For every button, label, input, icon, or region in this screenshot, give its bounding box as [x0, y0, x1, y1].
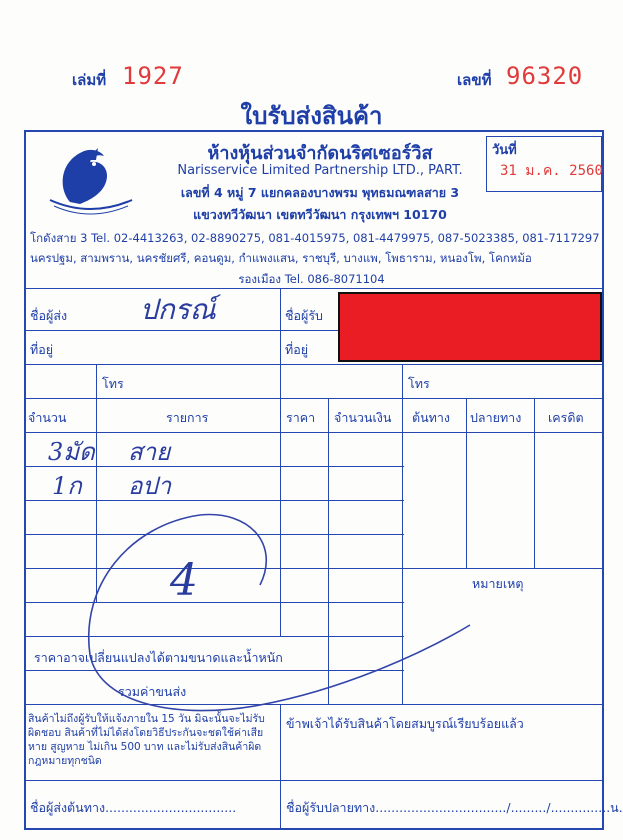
- row-1-item: สาย: [128, 438, 171, 466]
- divider: [24, 780, 604, 781]
- company-address-line1: เลขที่ 4 หมู่ 7 แยกคลองบางพรม พุทธมณฑลสาย 3: [180, 185, 460, 200]
- branch-line3: รองเมือง Tel. 086-8071104: [238, 272, 385, 286]
- company-name-en: Narisservice Limited Partnership LTD., PART.: [177, 163, 463, 178]
- divider: [24, 364, 604, 365]
- handwritten-mark: 4: [170, 555, 198, 606]
- receiver-phone-label: โทร: [408, 376, 430, 391]
- receiver-name-label: ชื่อผู้รับ: [285, 308, 323, 323]
- col-header-amount: จำนวนเงิน: [334, 410, 392, 425]
- divider: [24, 432, 604, 433]
- book-label: เล่มที่: [72, 71, 107, 89]
- price-note: ราคาอาจเปลี่ยนแปลงได้ตามขนาดและน้ำหนัก: [34, 650, 283, 665]
- sender-phone-label: โทร: [102, 376, 124, 391]
- doc-number-label: เลขที่: [457, 71, 492, 89]
- branch-line1: โกดังสาย 3 Tel. 02-4413263, 02-8890275, 081-4015975, 081-4479975, 087-5023385, 081-7117297: [30, 231, 600, 245]
- col-header-credit: เครดิต: [548, 410, 584, 425]
- date-value: 31 ม.ค. 2560: [500, 163, 603, 179]
- row-1-qty: 3มัด: [48, 438, 95, 466]
- receipt-ack: ข้าพเจ้าได้รับสินค้าโดยสมบูรณ์เรียบร้อยแล้ว: [286, 716, 524, 731]
- book-number: 1927: [122, 62, 184, 90]
- row-2-item: อปา: [128, 472, 172, 500]
- branch-line2: นครปฐม, สามพราน, นครชัยศรี, คอนดูม, กำแพงแสน, ราชบุรี, บางแพ, โพธาราม, หนองโพ, โคกหม้อ: [30, 251, 532, 265]
- total-label: รวมค่าขนส่ง: [118, 684, 187, 699]
- col-header-destination: ปลายทาง: [470, 410, 522, 425]
- date-label: วันที่: [492, 143, 517, 158]
- col-header-item: รายการ: [166, 410, 209, 425]
- remarks-label: หมายเหตุ: [472, 576, 524, 591]
- terms-text: สินค้าไม่ถึงผู้รับให้แจ้งภายใน 15 วัน มิฉะนั้นจะไม่รับผิดชอบ สินค้าที่ไม่ได้ส่งโดยวิธีประกันจะชดใช้ค่าเสียหาย สูญหาย ไม่เกิน 500 บาท และไม่รับส่งสินค้าผิดกฎหมายทุกชนิด: [28, 713, 265, 767]
- sender-name-label: ชื่อผู้ส่ง: [30, 308, 68, 323]
- divider: [534, 398, 535, 568]
- redaction-block: [338, 292, 602, 362]
- company-address-line2: แขวงทวีวัฒนา เขตทวีวัฒนา กรุงเทพฯ 10170: [193, 207, 447, 222]
- divider: [24, 398, 604, 399]
- col-header-origin: ต้นทาง: [412, 410, 451, 425]
- document-title: ใบรับส่งสินค้า: [240, 102, 383, 130]
- receiver-signature-label: ชื่อผู้รับปลายทาง................................./........./...............น.: [286, 800, 623, 815]
- receiver-address-label: ที่อยู่: [285, 342, 309, 357]
- col-header-price: ราคา: [286, 410, 316, 425]
- doc-number: 96320: [506, 62, 584, 90]
- divider: [280, 288, 281, 398]
- sender-name-value: ปกรณ์: [140, 293, 216, 326]
- company-logo: [40, 140, 140, 220]
- row-2-qty: 1ก: [52, 472, 82, 500]
- company-name-th: ห้างหุ้นส่วนจำกัดนริศเซอร์วิส: [207, 143, 433, 164]
- col-header-qty: จำนวน: [28, 410, 67, 425]
- sender-address-label: ที่อยู่: [30, 342, 54, 357]
- sender-signature-label: ชื่อผู้ส่งต้นทาง.................................: [30, 800, 237, 815]
- divider: [24, 288, 604, 289]
